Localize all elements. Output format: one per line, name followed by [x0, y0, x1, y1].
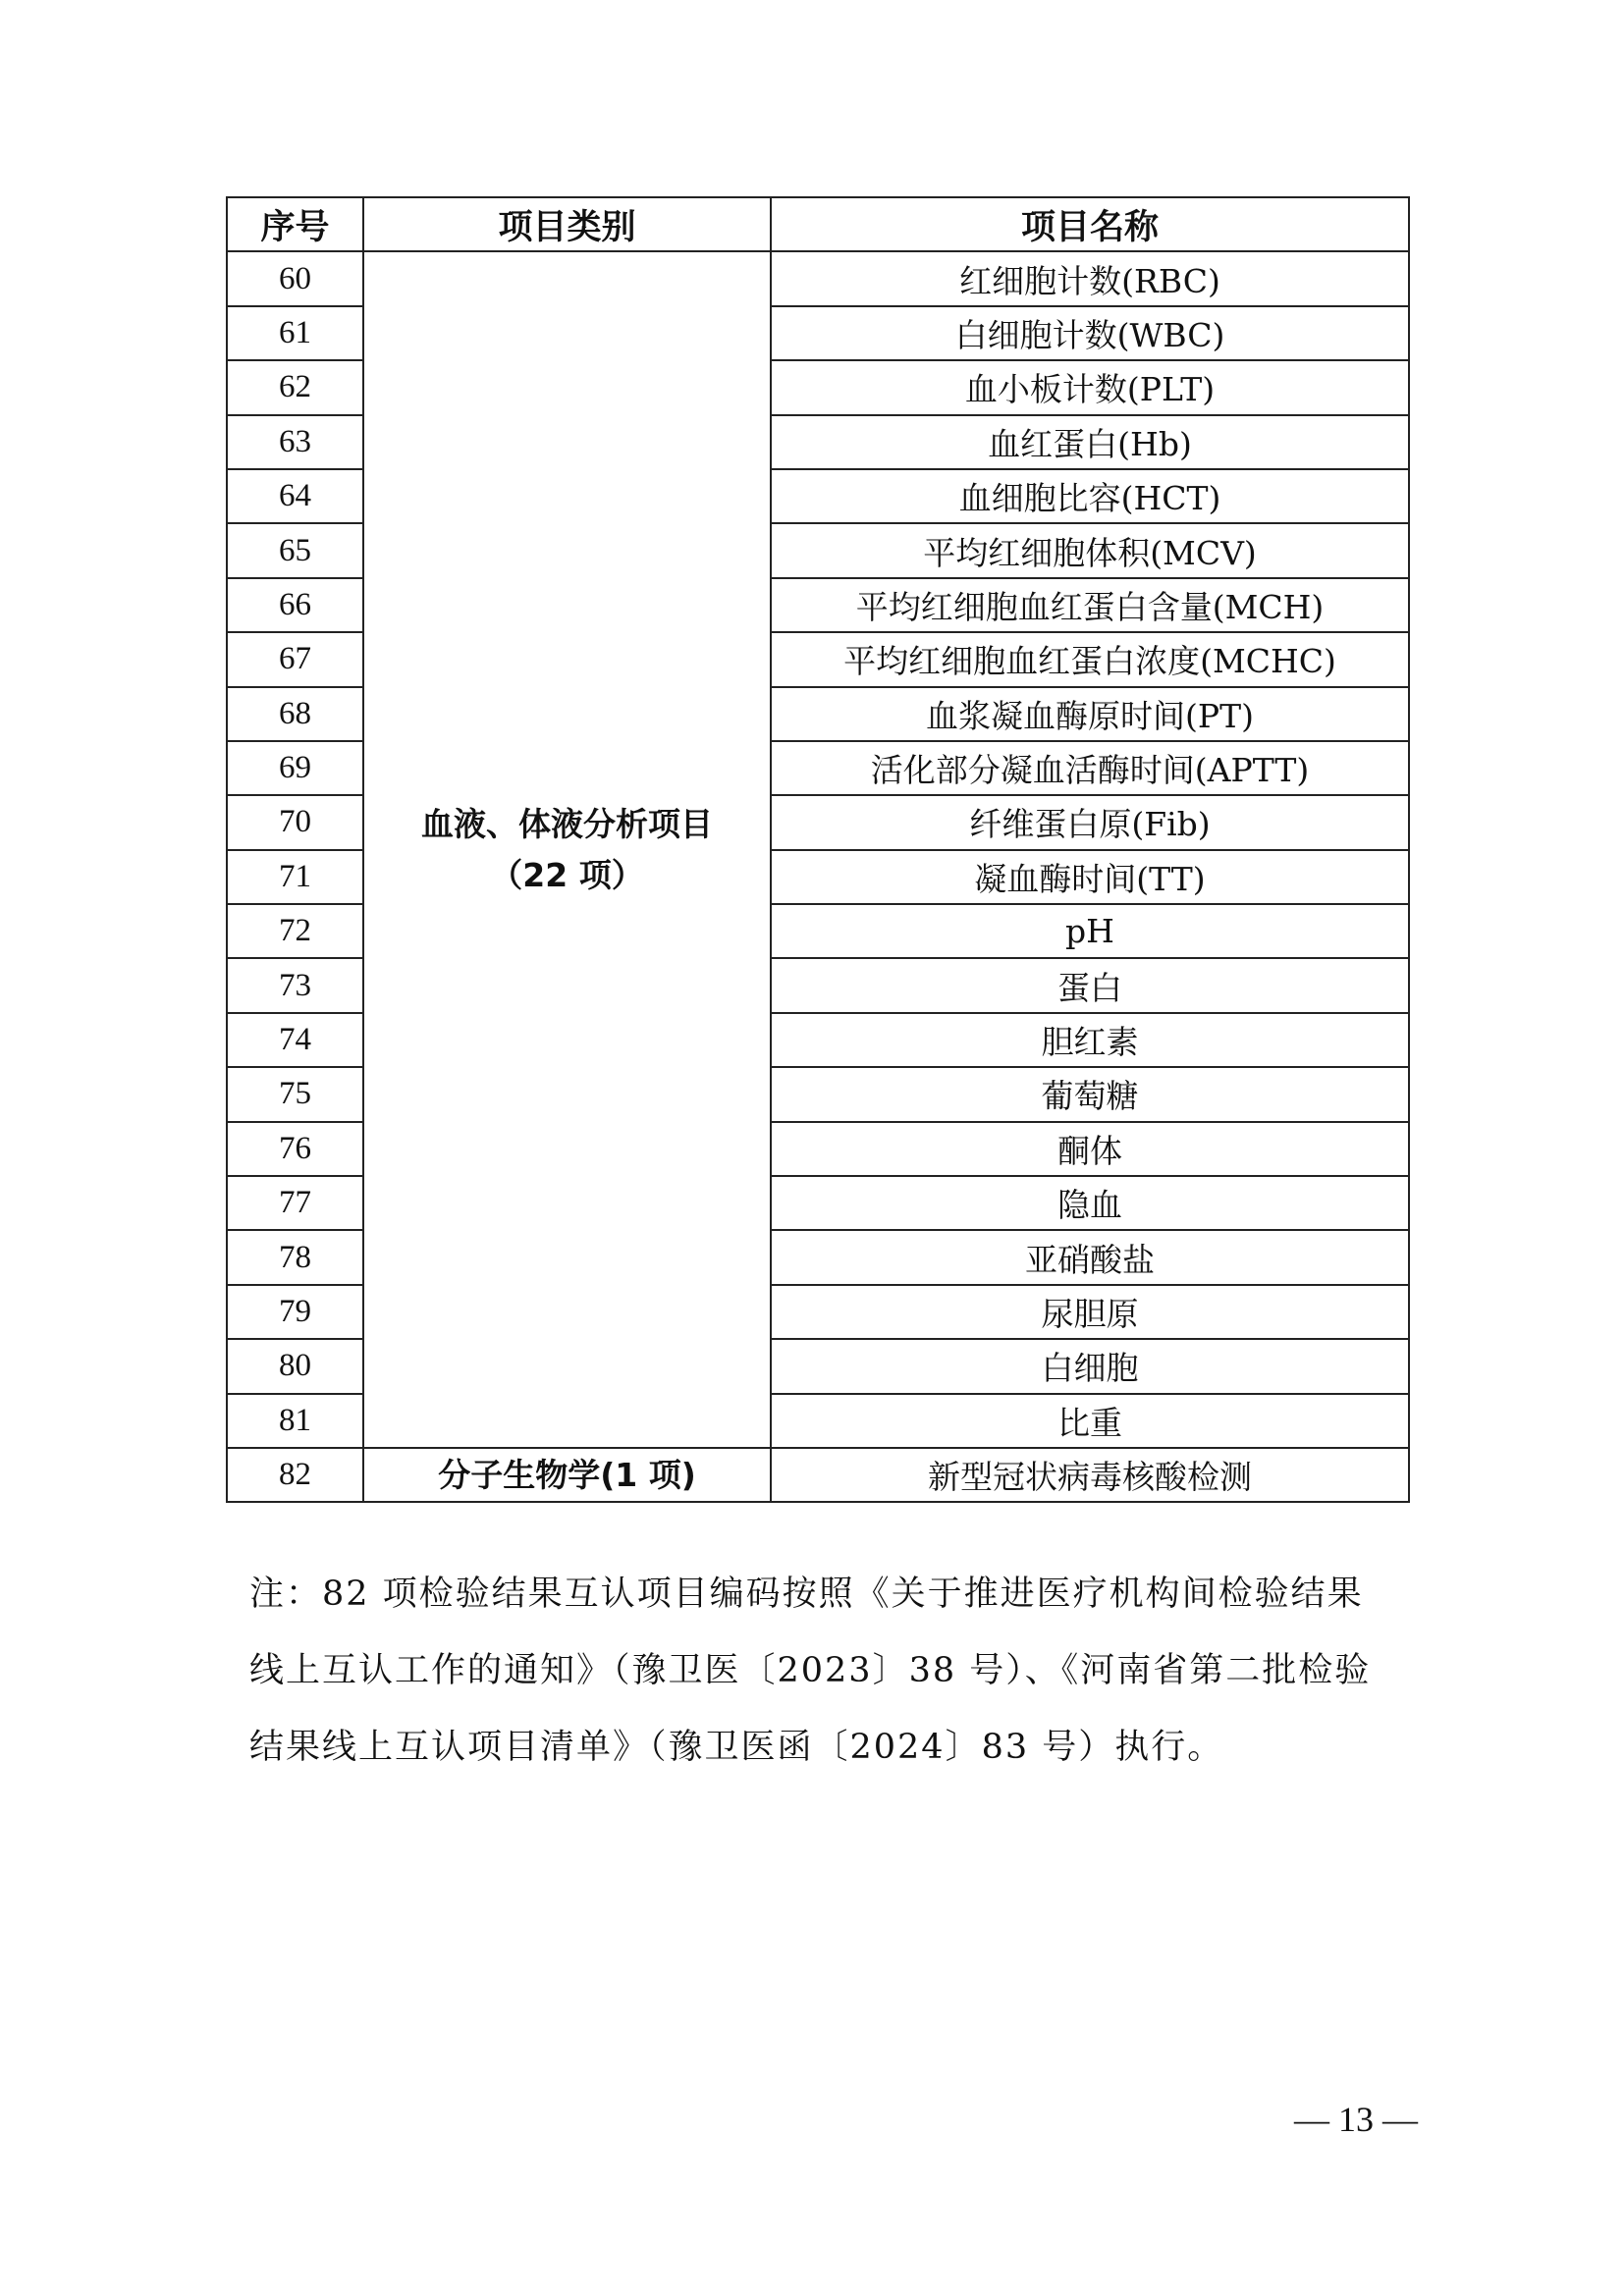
- row-number: 80: [227, 1339, 363, 1393]
- item-name: 凝血酶时间(TT): [771, 850, 1409, 904]
- item-name: 白细胞: [771, 1339, 1409, 1393]
- item-name: 血细胞比容(HCT): [771, 469, 1409, 523]
- item-name: 红细胞计数(RBC): [771, 251, 1409, 305]
- item-name: 血红蛋白(Hb): [771, 415, 1409, 469]
- item-name: 纤维蛋白原(Fib): [771, 795, 1409, 849]
- item-name: 胆红素: [771, 1013, 1409, 1067]
- item-name: 葡萄糖: [771, 1067, 1409, 1121]
- row-number: 81: [227, 1394, 363, 1448]
- row-number: 63: [227, 415, 363, 469]
- item-name: 酮体: [771, 1122, 1409, 1176]
- row-number: 82: [227, 1448, 363, 1502]
- row-number: 66: [227, 578, 363, 632]
- header-name: 项目名称: [771, 197, 1409, 251]
- item-name: 新型冠状病毒核酸检测: [771, 1448, 1409, 1502]
- item-name: 比重: [771, 1394, 1409, 1448]
- item-name: 尿胆原: [771, 1285, 1409, 1339]
- row-number: 70: [227, 795, 363, 849]
- item-name: pH: [771, 904, 1409, 958]
- category-cell: 分子生物学(1 项): [363, 1448, 771, 1502]
- item-name: 亚硝酸盐: [771, 1230, 1409, 1284]
- row-number: 69: [227, 741, 363, 795]
- item-name: 平均红细胞血红蛋白浓度(MCHC): [771, 632, 1409, 686]
- item-name: 活化部分凝血活酶时间(APTT): [771, 741, 1409, 795]
- row-number: 64: [227, 469, 363, 523]
- item-name: 血小板计数(PLT): [771, 360, 1409, 414]
- item-name: 血浆凝血酶原时间(PT): [771, 687, 1409, 741]
- row-number: 79: [227, 1285, 363, 1339]
- row-number: 61: [227, 306, 363, 360]
- row-number: 78: [227, 1230, 363, 1284]
- header-category: 项目类别: [363, 197, 771, 251]
- row-number: 73: [227, 958, 363, 1012]
- item-name: 隐血: [771, 1176, 1409, 1230]
- footnote: 注：82 项检验结果互认项目编码按照《关于推进医疗机构间检验结果线上互认工作的通知》（豫卫医〔2023〕38 号）、《河南省第二批检验结果线上互认项目清单》（豫卫医函〔2024〕83 号）执行。: [249, 1575, 1372, 1767]
- category-cell: [363, 251, 771, 1448]
- table-row: [227, 251, 1409, 305]
- row-number: 67: [227, 632, 363, 686]
- row-number: 72: [227, 904, 363, 958]
- items-table: [226, 196, 1410, 1503]
- row-number: 60: [227, 251, 363, 305]
- table-header-row: [227, 197, 1409, 251]
- category-label: 血液、体液分析项目: [421, 804, 713, 843]
- row-number: 76: [227, 1122, 363, 1176]
- item-name: 蛋白: [771, 958, 1409, 1012]
- row-number: 71: [227, 850, 363, 904]
- item-name: 白细胞计数(WBC): [771, 306, 1409, 360]
- row-number: 68: [227, 687, 363, 741]
- item-name: 平均红细胞血红蛋白含量(MCH): [771, 578, 1409, 632]
- row-number: 74: [227, 1013, 363, 1067]
- row-number: 65: [227, 523, 363, 577]
- item-name: 平均红细胞体积(MCV): [771, 523, 1409, 577]
- row-number: 77: [227, 1176, 363, 1230]
- row-number: 62: [227, 360, 363, 414]
- category-count: （22 项）: [490, 855, 644, 894]
- table-row: [227, 1448, 1409, 1502]
- row-number: 75: [227, 1067, 363, 1121]
- page-number: — 13 —: [1294, 2100, 1418, 2139]
- header-no: 序号: [227, 197, 363, 251]
